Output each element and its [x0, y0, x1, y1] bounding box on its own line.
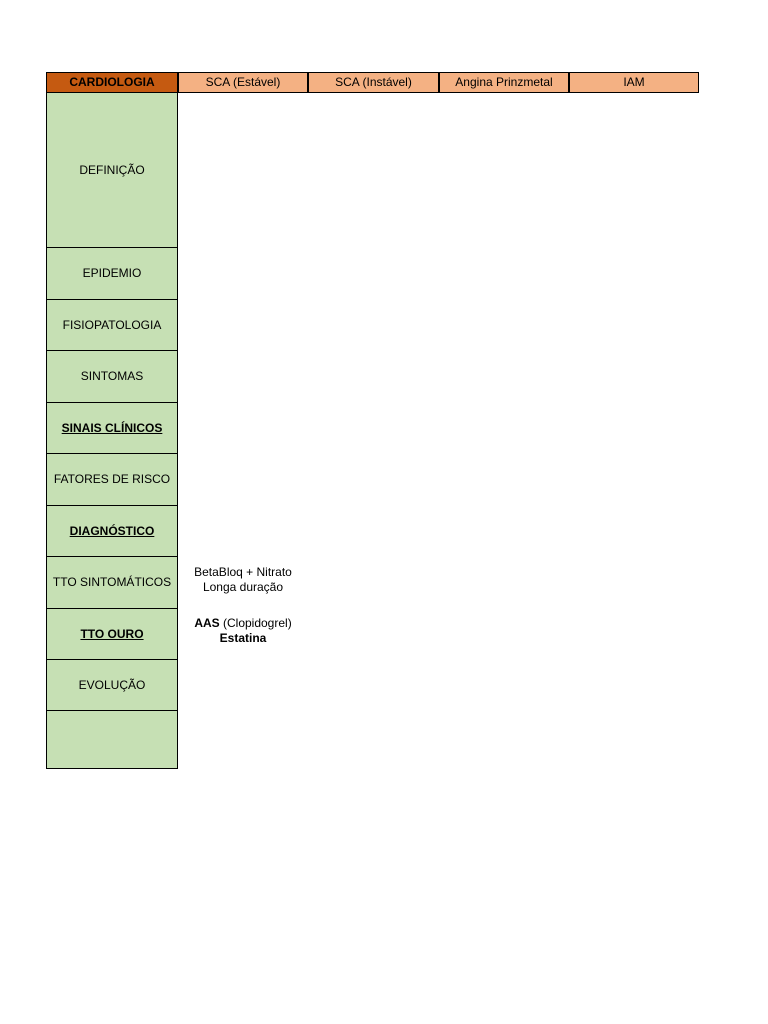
cell-line: BetaBloq + Nitrato	[194, 565, 292, 579]
row-header-blank[interactable]	[46, 711, 178, 769]
row-header-fisiopatologia[interactable]: FISIOPATOLOGIA	[46, 300, 178, 351]
column-header-sca-instavel[interactable]: SCA (Instável)	[308, 72, 439, 93]
cell-tto-ouro-sca-estavel[interactable]	[178, 616, 308, 652]
cell-tto-sintomaticos-sca-estavel[interactable]	[178, 565, 308, 601]
plain-text: (Clopidogrel)	[219, 616, 292, 630]
corner-header-cardiologia[interactable]: CARDIOLOGIA	[46, 72, 178, 93]
cell-line: Estatina	[219, 631, 267, 645]
column-header-angina-prinzmetal[interactable]: Angina Prinzmetal	[439, 72, 569, 93]
cell-line	[178, 616, 308, 631]
row-header-epidemio[interactable]: EPIDEMIO	[46, 248, 178, 300]
cell-line: Longa duração	[202, 580, 284, 594]
column-header-sca-estavel[interactable]: SCA (Estável)	[178, 72, 308, 93]
row-header-evolucao[interactable]: EVOLUÇÃO	[46, 660, 178, 711]
column-header-iam[interactable]: IAM	[569, 72, 699, 93]
row-header-fatores-de-risco[interactable]: FATORES DE RISCO	[46, 454, 178, 506]
row-header-tto-sintomaticos[interactable]: TTO SINTOMÁTICOS	[46, 557, 178, 609]
row-header-diagnostico[interactable]: DIAGNÓSTICO	[46, 506, 178, 557]
row-header-sintomas[interactable]: SINTOMAS	[46, 351, 178, 403]
bold-text: AAS	[194, 616, 220, 630]
row-header-definicao[interactable]: DEFINIÇÃO	[46, 93, 178, 248]
row-header-tto-ouro[interactable]: TTO OURO	[46, 609, 178, 660]
row-header-sinais-clinicos[interactable]: SINAIS CLÍNICOS	[46, 403, 178, 454]
